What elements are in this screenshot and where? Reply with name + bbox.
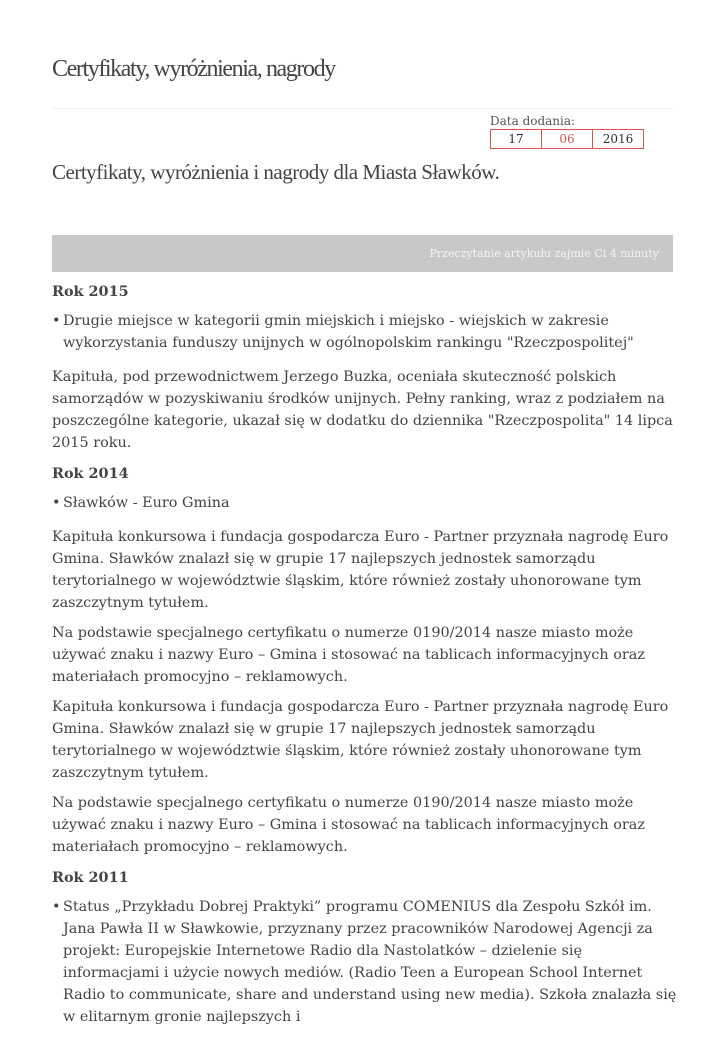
header-divider: [52, 108, 673, 109]
page-header-title: Certyfikaty, wyróżnienia, nagrody: [52, 56, 335, 82]
section-list: [52, 896, 678, 1028]
article-body: [52, 280, 678, 1040]
article-title: Certyfikaty, wyróżnienia i nagrody dla Miasta Sławków.: [52, 160, 500, 184]
reading-time-text: Przeczytanie artykułu zajmie Ci 4 minuty: [429, 247, 659, 260]
list-item: • Status „Przykładu Dobrej Praktyki” programu COMENIUS dla Zespołu Szkół im. Jana Pawła II w Sławkowie, przyznany przez pracowników Narodowej Agencji za projekt: Europejskie Internetowe Radio dla Nastolatków – dzielenie się informacjami i użycie nowych mediów. (Radio Teen a European School Internet Radio to communicate, share and understand using new media). Szkoła znalazła się w elitarnym gronie najlepszych i: [52, 896, 678, 1028]
section-heading: Rok 2015: [52, 283, 129, 300]
section-list: [52, 492, 678, 514]
paragraph: Na podstawie specjalnego certyfikatu o numerze 0190/2014 nasze miasto może używać znaku i nazwy Euro – Gmina i stosować na tablicach informacyjnych oraz materiałach promocyjno – reklamowych.: [52, 625, 645, 685]
date-month: 06: [541, 130, 592, 148]
reading-time-bar: [52, 235, 673, 272]
section-heading: Rok 2014: [52, 465, 129, 482]
paragraph: Kapituła konkursowa i fundacja gospodarcza Euro - Partner przyznała nagrodę Euro Gmina. Sławków znalazł się w grupie 17 najlepszych jednostek samorządu terytorialnego w województwie śląskim, które również zostały uhonorowane tym zaszczytnym tytułem.: [52, 529, 669, 611]
section-list: [52, 310, 678, 354]
date-added-box: [490, 129, 644, 149]
date-day: 17: [508, 132, 524, 146]
list-item: • Drugie miejsce w kategorii gmin miejskich i miejsko - wiejskich w zakresie wykorzystania funduszy unijnych w ogólnopolskim rankingu "Rzeczpospolitej": [52, 310, 678, 354]
paragraph: Na podstawie specjalnego certyfikatu o numerze 0190/2014 nasze miasto może używać znaku i nazwy Euro – Gmina i stosować na tablicach informacyjnych oraz materiałach promocyjno – reklamowych.: [52, 795, 645, 855]
date-added-label: Data dodania:: [490, 114, 576, 128]
list-item: • Sławków - Euro Gmina: [52, 492, 678, 514]
paragraph: Kapituła konkursowa i fundacja gospodarcza Euro - Partner przyznała nagrodę Euro Gmina. Sławków znalazł się w grupie 17 najlepszych jednostek samorządu terytorialnego w województwie śląskim, które również zostały uhonorowane tym zaszczytnym tytułem.: [52, 699, 669, 781]
date-year: 2016: [592, 130, 643, 148]
section-heading: Rok 2011: [52, 869, 129, 886]
paragraph: Kapituła, pod przewodnictwem Jerzego Buzka, oceniała skuteczność polskich samorządów w pozyskiwaniu środków unijnych. Pełny ranking, wraz z podziałem na poszczególne kategorie, ukazał się w dodatku do dziennika "Rzeczpospolita" 14 lipca 2015 roku.: [52, 369, 673, 451]
